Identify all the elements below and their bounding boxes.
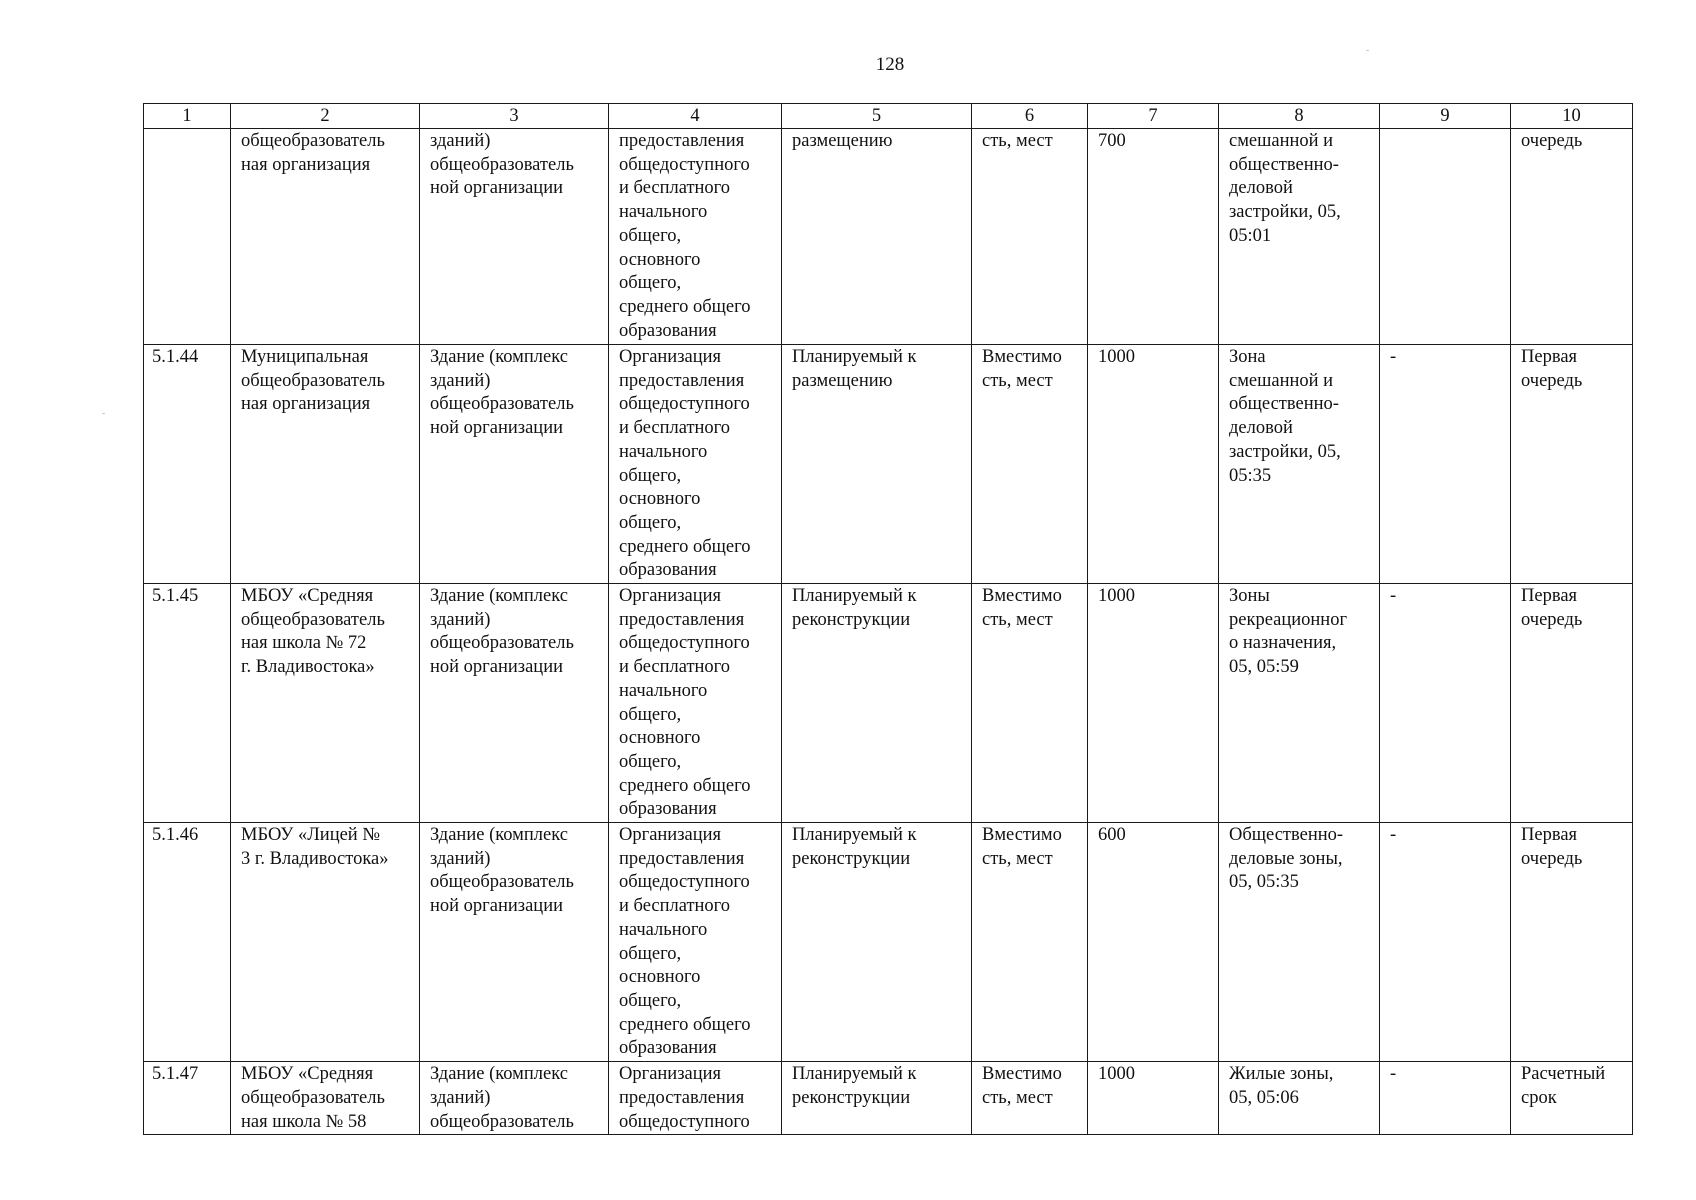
scan-speck bbox=[102, 413, 105, 414]
cell-zone: смешанной и общественно- деловой застройки, 05, 05:01 bbox=[1219, 129, 1380, 345]
cell-zone: Зона смешанной и общественно- деловой застройки, 05, 05:35 bbox=[1219, 345, 1380, 584]
column-number-row bbox=[144, 104, 1633, 129]
cell-parameter: Вместимо сть, мест bbox=[972, 345, 1088, 584]
cell-object-type: Здание (комплекс зданий) общеобразователь ной организации bbox=[420, 345, 609, 584]
cell-status: Планируемый к реконструкции bbox=[782, 823, 972, 1062]
cell-status: Планируемый к реконструкции bbox=[782, 584, 972, 823]
cell-stage: Первая очередь bbox=[1511, 584, 1633, 823]
cell-zone: Общественно- деловые зоны, 05, 05:35 bbox=[1219, 823, 1380, 1062]
cell-item-number: 5.1.46 bbox=[144, 823, 231, 1062]
cell-item-number: 5.1.47 bbox=[144, 1062, 231, 1135]
page-number: 128 bbox=[875, 54, 905, 75]
cell-col9: - bbox=[1380, 823, 1511, 1062]
cell-object-type: зданий) общеобразователь ной организации bbox=[420, 129, 609, 345]
cell-zone: Зоны рекреационног о назначения, 05, 05:59 bbox=[1219, 584, 1380, 823]
cell-purpose: Организация предоставления общедоступного bbox=[609, 1062, 782, 1135]
cell-stage: Расчетный срок bbox=[1511, 1062, 1633, 1135]
table-row bbox=[144, 1062, 1633, 1135]
table-row bbox=[144, 129, 1633, 345]
planning-table bbox=[143, 103, 1633, 1135]
cell-name: МБОУ «Средняя общеобразователь ная школа № 72 г. Владивостока» bbox=[231, 584, 420, 823]
cell-status: Планируемый к размещению bbox=[782, 345, 972, 584]
column-header: 10 bbox=[1511, 104, 1633, 129]
cell-stage: очередь bbox=[1511, 129, 1633, 345]
cell-parameter: Вместимо сть, мест bbox=[972, 584, 1088, 823]
cell-purpose: предоставления общедоступного и бесплатного начального общего, основного общего, среднего общего образования bbox=[609, 129, 782, 345]
cell-name: общеобразователь ная организация bbox=[231, 129, 420, 345]
cell-value: 1000 bbox=[1088, 1062, 1219, 1135]
table-row bbox=[144, 823, 1633, 1062]
cell-object-type: Здание (комплекс зданий) общеобразователь bbox=[420, 1062, 609, 1135]
cell-object-type: Здание (комплекс зданий) общеобразователь ной организации bbox=[420, 584, 609, 823]
cell-status: Планируемый к реконструкции bbox=[782, 1062, 972, 1135]
column-header: 4 bbox=[609, 104, 782, 129]
cell-item-number bbox=[144, 129, 231, 345]
column-header: 7 bbox=[1088, 104, 1219, 129]
cell-name: МБОУ «Лицей № 3 г. Владивостока» bbox=[231, 823, 420, 1062]
column-header: 1 bbox=[144, 104, 231, 129]
cell-purpose: Организация предоставления общедоступного и бесплатного начального общего, основного общего, среднего общего образования bbox=[609, 584, 782, 823]
table-row bbox=[144, 345, 1633, 584]
cell-zone: Жилые зоны, 05, 05:06 bbox=[1219, 1062, 1380, 1135]
cell-value: 1000 bbox=[1088, 345, 1219, 584]
cell-name: Муниципальная общеобразователь ная организация bbox=[231, 345, 420, 584]
cell-purpose: Организация предоставления общедоступного и бесплатного начального общего, основного общего, среднего общего образования bbox=[609, 823, 782, 1062]
cell-parameter: сть, мест bbox=[972, 129, 1088, 345]
cell-parameter: Вместимо сть, мест bbox=[972, 1062, 1088, 1135]
column-header: 9 bbox=[1380, 104, 1511, 129]
scan-speck bbox=[1366, 50, 1369, 51]
cell-item-number: 5.1.44 bbox=[144, 345, 231, 584]
cell-col9: - bbox=[1380, 345, 1511, 584]
cell-name: МБОУ «Средняя общеобразователь ная школа № 58 bbox=[231, 1062, 420, 1135]
column-header: 6 bbox=[972, 104, 1088, 129]
cell-col9 bbox=[1380, 129, 1511, 345]
cell-col9: - bbox=[1380, 1062, 1511, 1135]
cell-value: 600 bbox=[1088, 823, 1219, 1062]
cell-value: 1000 bbox=[1088, 584, 1219, 823]
table-row bbox=[144, 584, 1633, 823]
cell-status: размещению bbox=[782, 129, 972, 345]
cell-purpose: Организация предоставления общедоступного и бесплатного начального общего, основного общего, среднего общего образования bbox=[609, 345, 782, 584]
column-header: 8 bbox=[1219, 104, 1380, 129]
cell-stage: Первая очередь bbox=[1511, 345, 1633, 584]
column-header: 2 bbox=[231, 104, 420, 129]
cell-item-number: 5.1.45 bbox=[144, 584, 231, 823]
column-header: 3 bbox=[420, 104, 609, 129]
cell-object-type: Здание (комплекс зданий) общеобразователь ной организации bbox=[420, 823, 609, 1062]
cell-value: 700 bbox=[1088, 129, 1219, 345]
cell-col9: - bbox=[1380, 584, 1511, 823]
cell-stage: Первая очередь bbox=[1511, 823, 1633, 1062]
column-header: 5 bbox=[782, 104, 972, 129]
cell-parameter: Вместимо сть, мест bbox=[972, 823, 1088, 1062]
